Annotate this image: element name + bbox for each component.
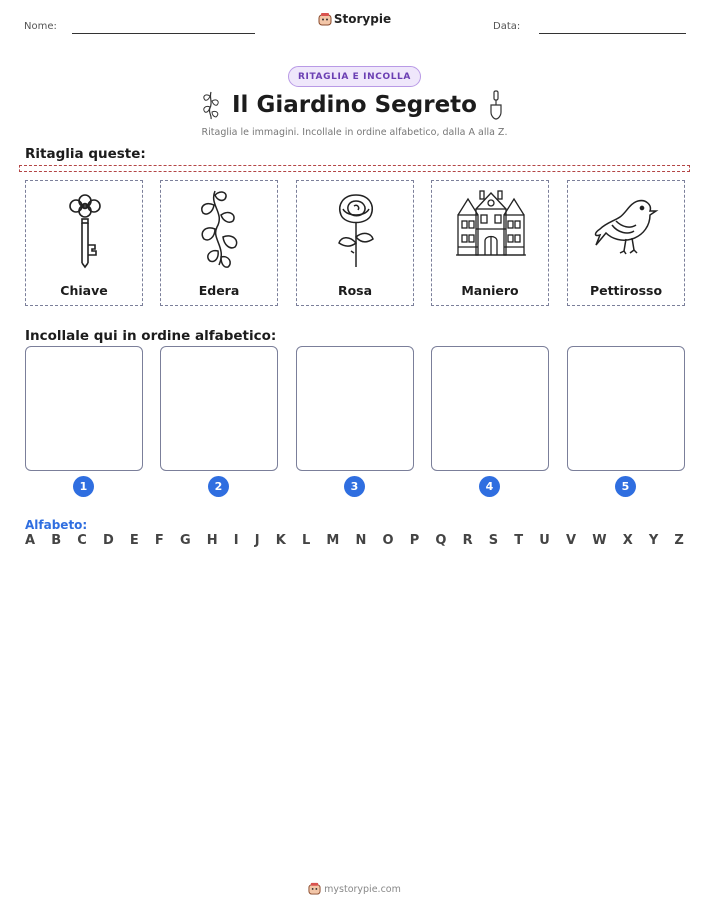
date-field[interactable] bbox=[539, 33, 686, 34]
cut-card-key[interactable] bbox=[25, 180, 143, 306]
rose-icon bbox=[321, 187, 391, 277]
alphabet-letter: T bbox=[514, 533, 524, 548]
date-label: Data: bbox=[493, 21, 521, 32]
alphabet-letter: F bbox=[154, 533, 164, 548]
alphabet-letter: L bbox=[301, 533, 311, 548]
cut-card-label: Pettirosso bbox=[589, 283, 663, 298]
alphabet-letter: I bbox=[233, 533, 239, 548]
alphabet-letter: B bbox=[51, 533, 62, 548]
paste-section-title: Incollale qui in ordine alfabetico: bbox=[25, 328, 277, 344]
alphabet-letter: R bbox=[462, 533, 473, 548]
alphabet-letter: V bbox=[566, 533, 577, 548]
paste-slot[interactable] bbox=[25, 346, 143, 471]
alphabet-letter: U bbox=[539, 533, 550, 548]
instructions: Ritaglia le immagini. Incollale in ordine alfabetico, dalla A alla Z. bbox=[201, 127, 508, 138]
cut-card-label: Chiave bbox=[60, 283, 108, 298]
alphabet-letter: Z bbox=[674, 533, 684, 548]
slot-number-badge: 1 bbox=[73, 476, 94, 497]
alphabet-letter: W bbox=[592, 533, 607, 548]
alphabet-title: Alfabeto: bbox=[25, 518, 88, 532]
cut-card-manor[interactable] bbox=[431, 180, 549, 306]
alphabet-letter: E bbox=[129, 533, 139, 548]
alphabet-letter: J bbox=[254, 533, 260, 548]
brand-logo bbox=[0, 12, 709, 26]
storypie-logo-icon bbox=[318, 12, 332, 26]
storypie-logo-icon bbox=[308, 882, 321, 895]
slot-number-badge: 4 bbox=[479, 476, 500, 497]
alphabet-letter: G bbox=[179, 533, 191, 548]
alphabet-letter: K bbox=[275, 533, 286, 548]
alphabet-letter: H bbox=[206, 533, 218, 548]
alphabet-letter: N bbox=[355, 533, 367, 548]
ivy-icon bbox=[185, 187, 255, 277]
slot-number-badge: 3 bbox=[344, 476, 365, 497]
trowel-icon bbox=[489, 90, 503, 124]
page-title: Il Giardino Segreto bbox=[232, 92, 477, 118]
alphabet-letter: C bbox=[77, 533, 87, 548]
paste-slot[interactable] bbox=[431, 346, 549, 471]
paste-slot[interactable] bbox=[567, 346, 685, 471]
cut-card-label: Edera bbox=[198, 283, 240, 298]
footer-url: mystorypie.com bbox=[324, 884, 401, 895]
activity-badge: RITAGLIA E INCOLLA bbox=[288, 66, 421, 87]
key-icon bbox=[50, 187, 120, 277]
cut-card-label: Rosa bbox=[337, 283, 373, 298]
alphabet-letter: P bbox=[409, 533, 420, 548]
name-label: Nome: bbox=[24, 21, 57, 32]
slot-number-badge: 2 bbox=[208, 476, 229, 497]
cut-card-robin[interactable] bbox=[567, 180, 685, 306]
alphabet-letter: S bbox=[488, 533, 499, 548]
paste-slot[interactable] bbox=[160, 346, 278, 471]
cut-card-ivy[interactable] bbox=[160, 180, 278, 306]
slot-number-badge: 5 bbox=[615, 476, 636, 497]
paste-slot[interactable] bbox=[296, 346, 414, 471]
robin-icon bbox=[592, 187, 662, 277]
cut-section-title: Ritaglia queste: bbox=[25, 146, 146, 162]
cut-card-label: Maniero bbox=[461, 283, 519, 298]
alphabet-letter: O bbox=[382, 533, 394, 548]
alphabet-letter: A bbox=[25, 533, 36, 548]
alphabet-letter: D bbox=[102, 533, 114, 548]
cut-card-rose[interactable] bbox=[296, 180, 414, 306]
alphabet-row bbox=[25, 533, 684, 548]
alphabet-letter: Q bbox=[435, 533, 447, 548]
manor-icon bbox=[454, 187, 528, 277]
alphabet-letter: M bbox=[326, 533, 340, 548]
alphabet-letter: Y bbox=[648, 533, 659, 548]
name-field[interactable] bbox=[72, 33, 255, 34]
alphabet-letter: X bbox=[622, 533, 633, 548]
cut-line bbox=[19, 165, 690, 172]
brand-name: Storypie bbox=[333, 12, 392, 26]
footer bbox=[0, 882, 709, 895]
